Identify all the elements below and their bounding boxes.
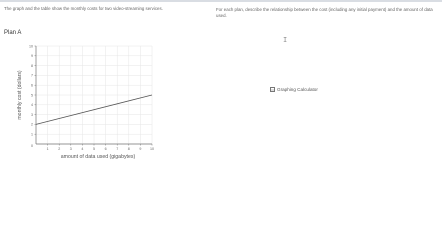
- y-tick-label: 10: [29, 44, 33, 49]
- y-tick-label: 6: [31, 83, 33, 88]
- y-tick-label: 5: [31, 93, 33, 98]
- x-tick-label: 3: [69, 147, 72, 151]
- x-tick-label: 9: [139, 147, 142, 151]
- x-tick-label: 8: [127, 147, 130, 151]
- right-panel: [210, 0, 442, 164]
- graphing-calculator-button[interactable]: [270, 87, 318, 92]
- plan-label: Plan A: [4, 30, 22, 36]
- x-tick-label: 10: [150, 147, 154, 151]
- y-tick-label: 4: [31, 103, 33, 108]
- left-panel: [0, 0, 210, 164]
- x-tick-label: 2: [58, 147, 61, 151]
- x-tick-label: 5: [93, 147, 95, 151]
- plan-a-chart: [0, 40, 200, 164]
- intro-text: The graph and the table show the monthly costs for two video-streaming services.: [4, 6, 163, 11]
- graphing-calculator-label: Graphing Calculator: [277, 87, 318, 92]
- y-tick-label: 9: [31, 54, 33, 59]
- y-tick-label: 3: [31, 112, 33, 117]
- y-tick-label: 2: [31, 122, 33, 127]
- x-tick-label: 7: [116, 147, 119, 151]
- x-tick-label: 4: [81, 147, 84, 151]
- question-text: For each plan, describe the relationship between the cost (including any initial payment) and the amount of data used.: [216, 7, 433, 18]
- plan-a-graph: [0, 40, 200, 164]
- y-tick-label: 8: [31, 63, 33, 68]
- x-tick-label: 1: [46, 147, 49, 151]
- text-cursor-icon: I: [283, 37, 288, 45]
- x-tick-label: 6: [104, 147, 107, 151]
- y-axis-label: monthly cost (dollars): [17, 70, 23, 120]
- y-tick-label: 1: [31, 132, 33, 137]
- calculator-icon: [270, 87, 275, 92]
- y-tick-label: 7: [31, 73, 33, 78]
- x-axis-label: amount of data used (gigabytes): [60, 154, 136, 160]
- origin-label: 0: [31, 144, 33, 148]
